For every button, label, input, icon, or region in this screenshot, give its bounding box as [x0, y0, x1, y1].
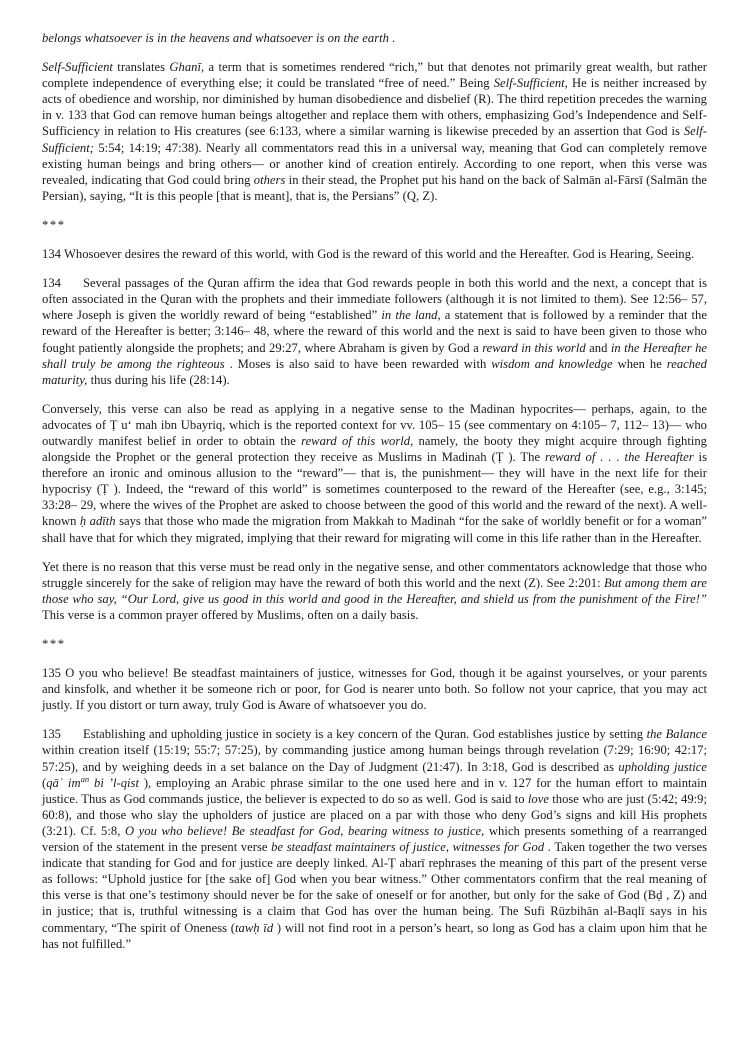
quote-love: love — [527, 791, 549, 806]
verse-text-134: Whosoever desires the reward of this world, with God is the reward of this world and the Hereafter. God is Hearing, Seeing. — [60, 247, 695, 262]
text-run: within creation itself (15:19; 55:7; 57:25), by commanding justice among human beings through revelation (7:29; 16:90; 42:17; 57:25), and by weighing deeds in a set balance on the Day of Judgment (21:47). In 3:18, God is described as — [42, 743, 707, 774]
text-run: and — [585, 340, 611, 355]
term-self-sufficient-3: Self-Sufficient; — [42, 124, 707, 155]
term-others: others — [253, 172, 286, 187]
commentary-paragraph-134-2 — [42, 401, 707, 546]
commentary-paragraph-135 — [42, 726, 707, 951]
text-run: thus during his life (28:14). — [87, 372, 230, 387]
quote-reward-of-this-world: reward of this world, — [301, 433, 414, 448]
text-run: Establishing and upholding justice in society is a key concern of the Quran. God establishes justice by setting — [82, 727, 647, 742]
commentary-paragraph-133 — [42, 59, 707, 204]
transliteration-bil-qist: bi ’l-qist — [89, 775, 139, 790]
verse-number-134: 134 — [42, 247, 61, 262]
text-run: Several passages of the Quran affirm the idea that God rewards people in both this world and the next, a concept that is often associated in the Quran with the prophets and their immediate followers (although it is not limited to them). See 12:56– 57, where Joseph is given the worldly reward of being “established” — [42, 276, 707, 323]
text-run: namely, the booty they might acquire through fighting alongside the Prophet or the general protection they receive as Muslims in Madinah (Ṭ ). The — [42, 433, 707, 465]
section-separator-2: *** — [42, 637, 66, 651]
text-run: This verse is a common prayer offered by Muslims, often on a daily basis. — [42, 607, 419, 622]
commentary-paragraph-134-3 — [42, 559, 707, 623]
text-column — [42, 30, 707, 952]
quote-reached-maturity: reached maturity, — [42, 356, 707, 387]
text-run: ( — [42, 775, 47, 790]
quote-reward-of-the-hereafter: reward of . . . the Hereafter — [545, 450, 694, 465]
text-run: . Moses is also said to have been rewarded with — [224, 356, 492, 371]
verse-text-135: O you who believe! Be steadfast maintainers of justice, witnesses for God, though it be against yourselves, or your parents and kinsfolk, and whether it be someone rich or poor, for God is nearer unto both. So follow not your caprice, that you may act justly. If you distort or turn away, truly God is Aware of whatsoever you do. — [42, 666, 707, 713]
text-run: is therefore an ironic and ominous allusion to the “reward”— that is, the punishment— they will have in the next life for their hypocrisy (Ṭ ). Indeed, the “reward of this world” is sometimes counterposed to the reward of the Hereafter (see, e.g., 3:145; 33:28– 29, where the wives of the Prophet are asked to choose between the good of this world and the reward of the next). A well-known — [42, 450, 707, 529]
term-self-sufficient-2: Self-Sufficient, — [493, 76, 568, 91]
quote-in-the-land: in the land, — [381, 308, 441, 323]
term-ghani: Ghanī, — [169, 60, 205, 75]
text-run: those who are just (5:42; 49:9; 60:8), and those who slay the upholders of justice are placed on a par with those who deny God’s signs and kill His prophets (3:21). Cf. 5:8, — [42, 791, 707, 838]
section-separator-1: *** — [42, 217, 66, 232]
term-hadith: ḥ adīth — [79, 514, 116, 529]
text-run: a statement that is followed by a reminder that the reward of the Hereafter is better; 3:146– 48, where the reward of this world and the next is said to have been given to those who fought patiently alongside the prophets; and 29:27, where Abraham is given by God a — [42, 308, 707, 355]
transliteration-qaiman: qāʾ im — [46, 775, 81, 790]
commentary-paragraph-134-1 — [42, 275, 707, 388]
quote-reward-in-this-world: reward in this world — [482, 340, 586, 355]
term-the-balance: the Balance — [646, 727, 707, 742]
verse-number-135: 135 — [42, 666, 61, 681]
text-run: He is neither increased by acts of obedience and worship, nor diminished by human disobedience and disbelief (R). The third repetition precedes the warning in v. 133 that God can remove human beings altogether and replace them with others, emphasizing God’s Independence and Self-Sufficiency in relation to His creatures (see 6:133, where a similar warning is likewise preceded by an assertion that God is — [42, 76, 707, 139]
text-run: translates — [112, 60, 170, 75]
quote-present-verse: be steadfast maintainers of justice, witnesses for God — [271, 840, 545, 855]
text-run: in their stead, the Prophet put his hand on the back of Salmān al-Fārsī (Salmān the Persian), saying, “It is this people [that is meant], that is, the Persians” (Q, Z). — [42, 172, 708, 203]
text-run: . Taken together the two verses indicate that standing for God and for justice are deeply linked. Al-Ṭ abarī rephrases the meaning of this part of the present verse as follows: “Uphold justice for [the sake of] God when you bear witness.” Other commentators confirm that the real meaning of this verse is that one’s testimony should never be for the sake of oneself or for another, but only for the sake of God (Bḍ , Z) and in justice; that is, truthful witnessing is a claim that God has over the human being. The Sufi Rūzbihān al-Baqlī says in his commentary, “The spirit of Oneness ( — [42, 840, 707, 935]
text-run: a term that is sometimes rendered “rich,” but that denotes not primarily great wealth, but rather complete independence of everything else; it could be translated “free of need.” Being — [42, 60, 707, 91]
verse-135 — [42, 665, 707, 713]
quote-2-201: But among them are those who say, “Our Lord, give us good in this world and good in the Hereafter, and shield us from the punishment of the Fire!” — [42, 575, 707, 606]
term-tawhid: tawḥ īd — [235, 920, 274, 935]
superscript-an: an — [80, 773, 90, 784]
text-run: which presents something of a rearranged version of the statement in the present verse — [42, 823, 707, 855]
text-run: says that those who made the migration from Makkah to Madinah “for the sake of worldly benefit or for a woman” shall have that for which they migrated, implying that their reward for migrating will come in this life rather than in the Hereafter. — [42, 514, 707, 545]
text-run: when he — [612, 356, 667, 371]
verse-134 — [42, 246, 707, 262]
quote-in-the-hereafter: in the Hereafter he shall truly be among the righteous — [42, 340, 708, 371]
commentary-number-134: 134 — [42, 276, 61, 291]
text-run: Yet there is no reason that this verse must be read only in the negative sense, and other commentators acknowledge that those who struggle sincerely for the sake of religion may have the reward of both this world and the next (Z). See 2:201: — [42, 559, 707, 590]
text-run: ) will not find root in a person’s heart, so long as God has a claim upon him that he has not fulfilled.” — [42, 920, 708, 951]
quote-5-8: O you who believe! Be steadfast for God, bearing witness to justice, — [124, 823, 485, 838]
commentary-number-135: 135 — [42, 727, 61, 742]
quote-upholding-justice: upholding justice — [618, 759, 707, 774]
quote-wisdom-and-knowledge: wisdom and knowledge — [491, 356, 613, 371]
text-run: ), employing an Arabic phrase similar to the one used here and in v. 127 for the human effort to maintain justice. Thus as God commands justice, the believer is expected to do so as well. God is said to — [42, 775, 707, 806]
carryover-line-text: belongs whatsoever is in the heavens and whatsoever is on the earth . — [42, 31, 396, 45]
text-run: Conversely, this verse can also be read as applying in a negative sense to the Madinan hypocrites— perhaps, again, to the advocates of Ṭ uʻ mah ibn Ubayriq, which is the reported context for vv. 105– 15 (see commentary on 4:105– 7, 112– 13)— who outwardly manifest belief in order to obtain the — [42, 401, 707, 448]
text-run: 5:54; 14:19; 47:38). Nearly all commentators read this in a universal way, meaning that God can completely remove existing human beings and bring others— or another kind of creation entirely. According to one report, when this verse was revealed, indicating that God could bring — [42, 140, 707, 187]
carryover-line — [42, 30, 707, 46]
term-self-sufficient-1: Self-Sufficient — [42, 60, 113, 75]
